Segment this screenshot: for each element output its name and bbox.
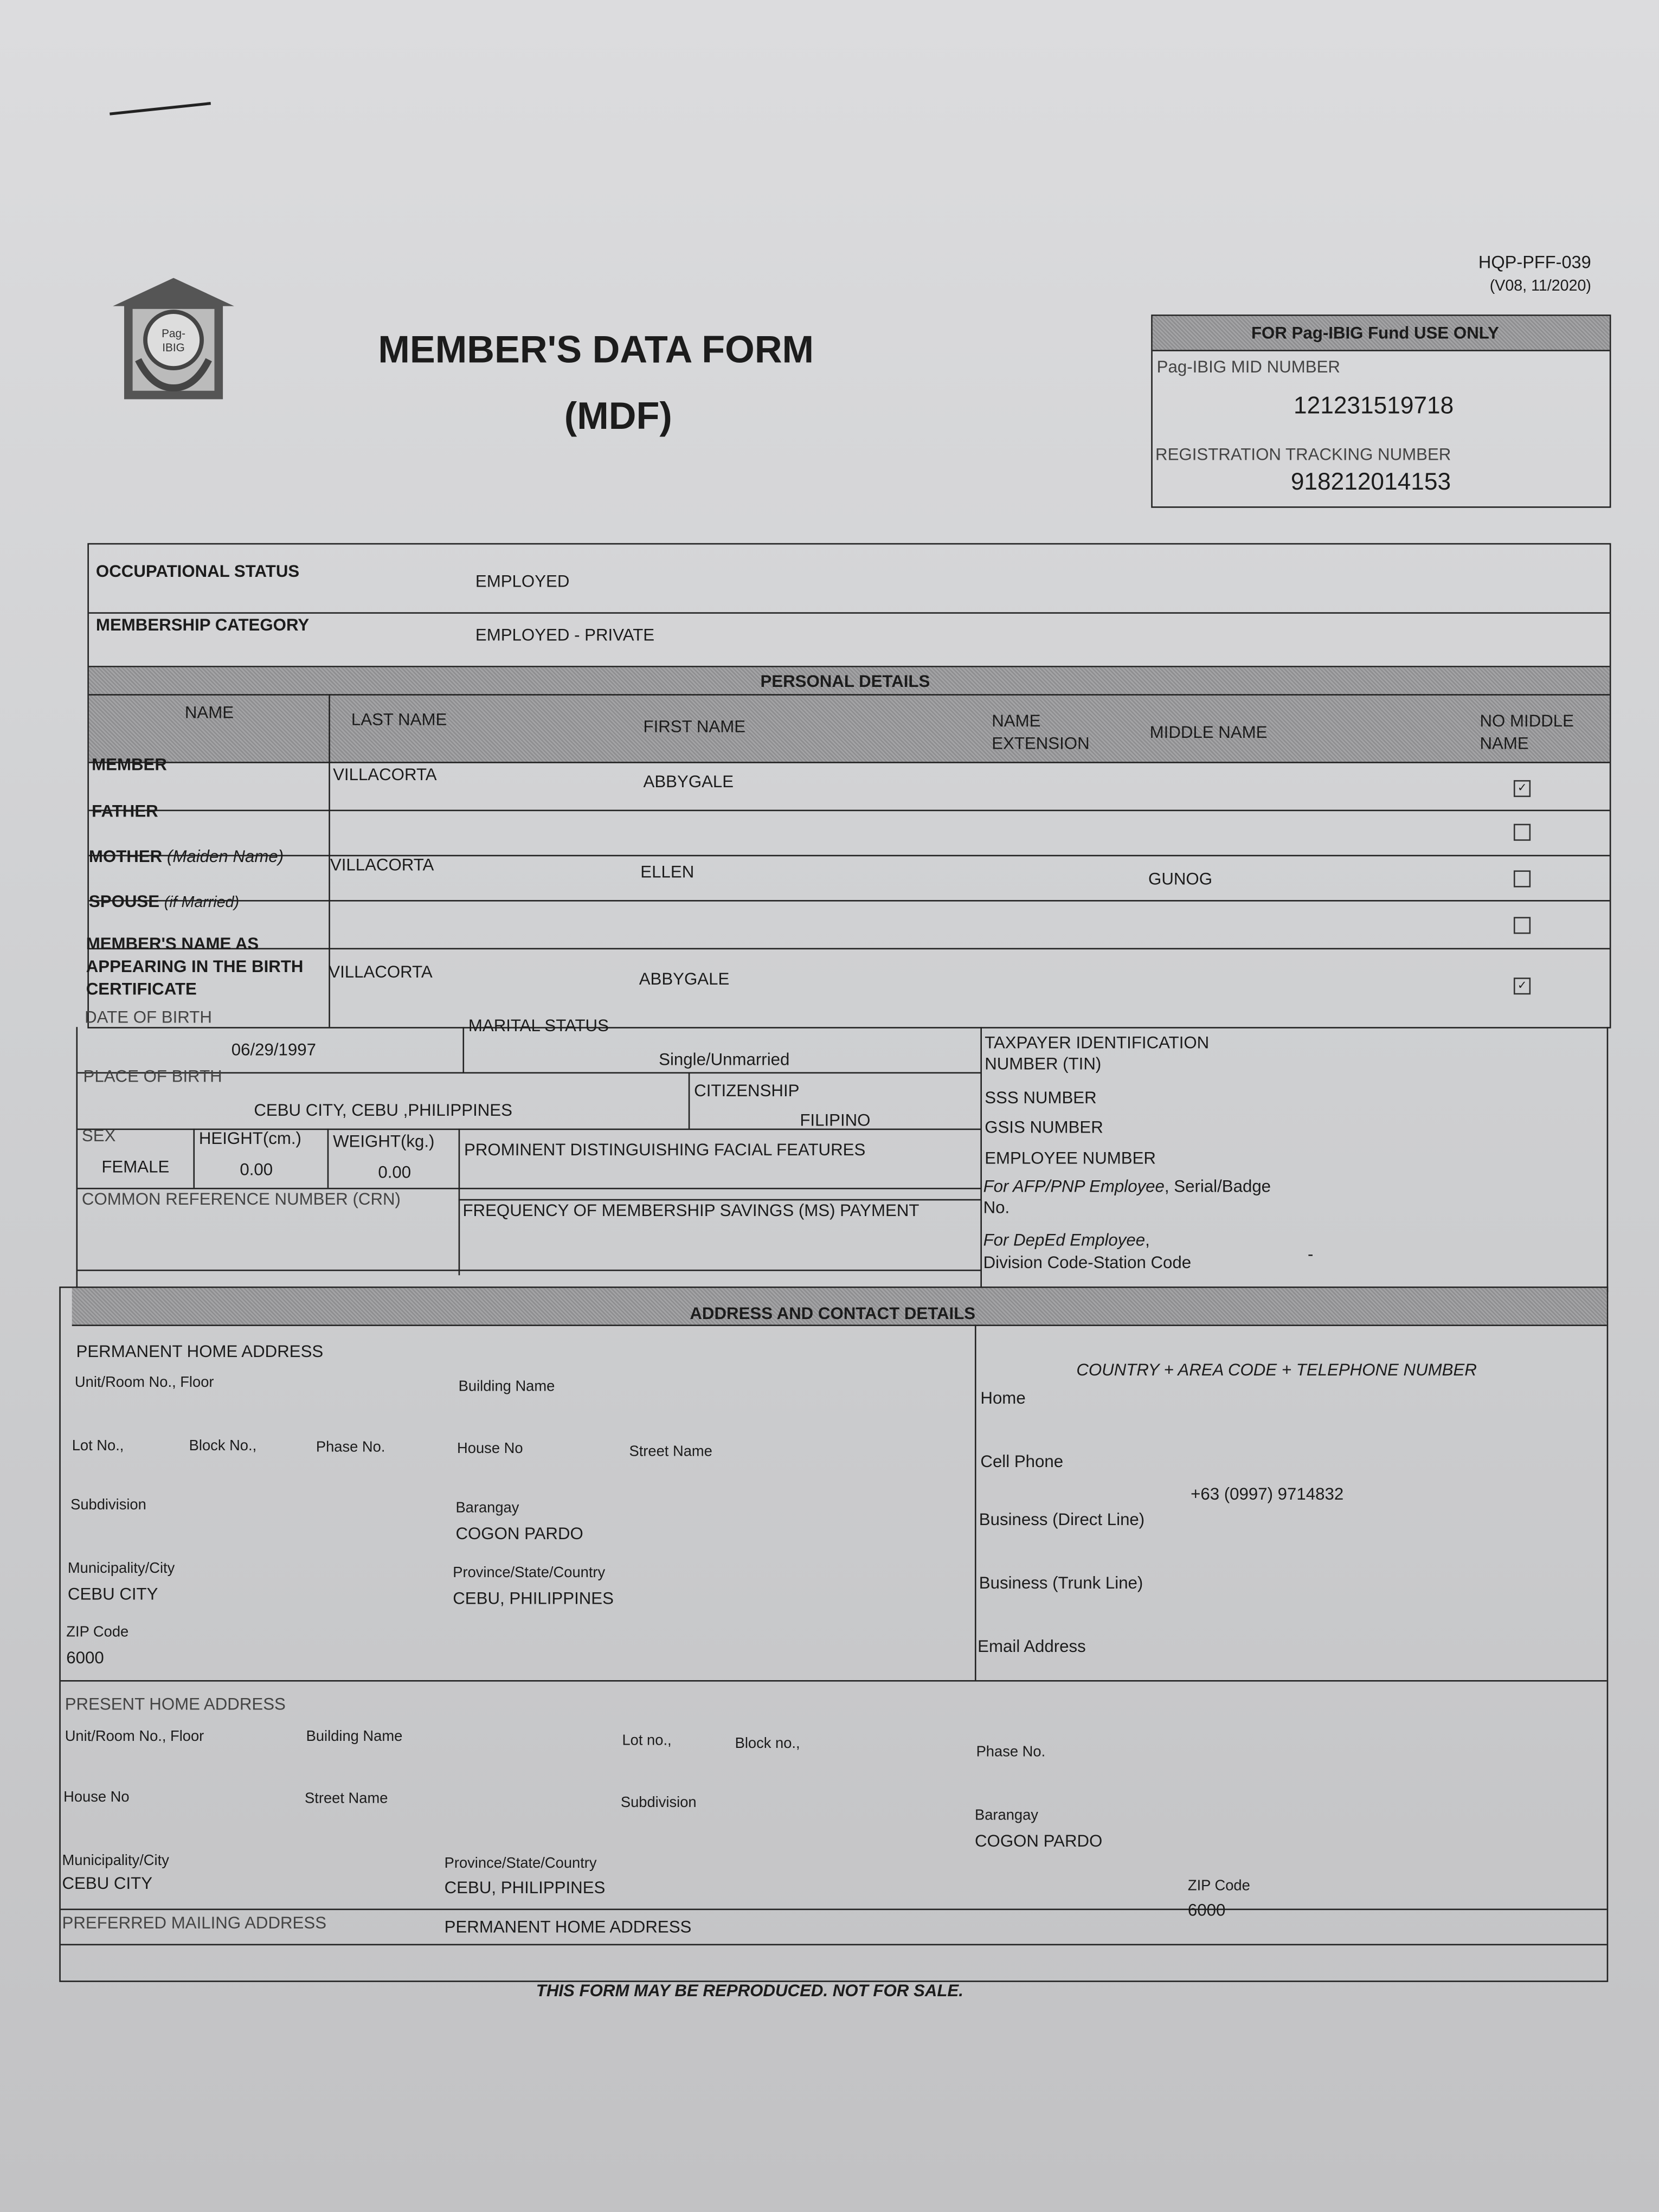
height-value: 0.00: [240, 1159, 273, 1180]
afp-italic: For AFP/PNP Employee: [983, 1176, 1165, 1197]
cell-phone-value: +63 (0997) 9714832: [1191, 1484, 1344, 1504]
footer-note: THIS FORM MAY BE REPRODUCED. NOT FOR SALE.: [536, 1980, 963, 2001]
gsis-label: GSIS NUMBER: [985, 1117, 1103, 1137]
present-street-label: Street Name: [305, 1790, 388, 1808]
present-building-label: Building Name: [306, 1728, 403, 1745]
pen-mark: [110, 102, 212, 126]
crn-label: COMMON REFERENCE NUMBER (CRN): [81, 1189, 401, 1209]
last-name: VILLACORTA: [329, 962, 433, 982]
employee-number-label: EMPLOYEE NUMBER: [985, 1148, 1156, 1168]
row-label-text: SPOUSE: [88, 891, 160, 911]
phase-label: Phase No.: [316, 1439, 385, 1456]
sex-value: FEMALE: [101, 1156, 170, 1177]
no-middle-checkbox[interactable]: [1514, 824, 1531, 841]
dob-value: 06/29/1997: [231, 1039, 317, 1060]
form-title-abbr: (MDF): [564, 395, 672, 438]
block-label: Block No.,: [189, 1437, 257, 1455]
city-value: CEBU CITY: [67, 1584, 158, 1604]
afp-rest: , Serial/Badge: [1164, 1176, 1271, 1197]
row-label-1: MEMBER'S NAME AS: [86, 934, 259, 954]
present-phase-label: Phase No.: [976, 1744, 1046, 1761]
last-name: VILLACORTA: [333, 764, 437, 785]
facial-features-label: PROMINENT DISTINGUISHING FACIAL FEATURES: [464, 1140, 866, 1160]
row-label: [89, 846, 284, 866]
afp-no-label: No.: [983, 1198, 1010, 1218]
col-middle-name: MIDDLE NAME: [1149, 722, 1268, 742]
rtn-label: REGISTRATION TRACKING NUMBER: [1155, 444, 1451, 465]
present-city-label: Municipality/City: [62, 1852, 169, 1869]
pagibig-logo: [110, 275, 237, 404]
col-no-middle-2: NAME: [1480, 734, 1529, 754]
membership-category-label: MEMBERSHIP CATEGORY: [95, 615, 310, 635]
business-direct-label: Business (Direct Line): [979, 1509, 1145, 1529]
row-label: FATHER: [92, 801, 158, 821]
svg-text:IBIG: IBIG: [162, 341, 185, 354]
mailing-address-label: PREFERRED MAILING ADDRESS: [62, 1913, 327, 1933]
email-label: Email Address: [978, 1636, 1086, 1656]
row-label-text: MOTHER: [88, 846, 163, 866]
first-name: ELLEN: [640, 861, 695, 882]
col-no-middle-1: NO MIDDLE: [1480, 711, 1574, 731]
present-lot-label: Lot no.,: [622, 1732, 672, 1750]
sss-label: SSS NUMBER: [985, 1088, 1097, 1108]
row-label-note: (if Married): [164, 894, 240, 911]
present-unit-label: Unit/Room No., Floor: [65, 1728, 204, 1745]
tin-label-2: NUMBER (TIN): [985, 1053, 1102, 1074]
present-barangay-value: COGON PARDO: [974, 1831, 1103, 1851]
province-value: CEBU, PHILIPPINES: [453, 1588, 614, 1609]
business-trunk-label: Business (Trunk Line): [979, 1573, 1143, 1593]
office-use-box: [1151, 314, 1611, 507]
form-code: HQP-PFF-039: [1478, 252, 1591, 273]
personal-details-table: [87, 543, 1611, 1028]
present-city-value: CEBU CITY: [62, 1873, 153, 1893]
other-details-table: [76, 1007, 1609, 1292]
mailing-address-value: PERMANENT HOME ADDRESS: [444, 1917, 692, 1937]
city-label: Municipality/City: [67, 1560, 175, 1578]
division-station-label: Division Code-Station Code: [983, 1252, 1192, 1273]
present-zip-label: ZIP Code: [1187, 1877, 1250, 1895]
row-label-2: APPEARING IN THE BIRTH: [86, 956, 304, 976]
citizenship-label: CITIZENSHIP: [694, 1081, 800, 1101]
svg-text:Pag-: Pag-: [162, 327, 186, 340]
ms-frequency-label: FREQUENCY OF MEMBERSHIP SAVINGS (MS) PAYMENT: [462, 1200, 919, 1220]
col-ext-1: NAME: [992, 711, 1041, 731]
barangay-value: COGON PARDO: [455, 1523, 583, 1544]
occupational-status-label: OCCUPATIONAL STATUS: [95, 561, 300, 582]
weight-value: 0.00: [378, 1162, 411, 1182]
first-name: ABBYGALE: [643, 771, 734, 792]
membership-category-value: EMPLOYED - PRIVATE: [475, 625, 655, 645]
present-province-label: Province/State/Country: [444, 1855, 597, 1872]
col-first-name: FIRST NAME: [643, 716, 746, 737]
zip-value: 6000: [66, 1648, 104, 1668]
row-label-note: (Maiden Name): [166, 846, 284, 866]
col-last-name: LAST NAME: [351, 709, 447, 730]
afp-pnp-label: [983, 1176, 1271, 1196]
phone-header: COUNTRY + AREA CODE + TELEPHONE NUMBER: [1076, 1360, 1477, 1380]
office-use-header: FOR Pag-IBIG Fund USE ONLY: [1251, 323, 1499, 343]
row-label: [89, 891, 239, 911]
subdivision-label: Subdivision: [70, 1496, 146, 1514]
province-label: Province/State/Country: [453, 1564, 606, 1581]
present-address-label: PRESENT HOME ADDRESS: [65, 1694, 286, 1714]
no-middle-checkbox[interactable]: [1514, 917, 1531, 934]
mid-value: 121231519718: [1294, 392, 1454, 419]
cell-phone-label: Cell Phone: [980, 1451, 1064, 1471]
first-name: ABBYGALE: [639, 969, 730, 989]
present-province-value: CEBU, PHILIPPINES: [444, 1877, 606, 1898]
lot-label: Lot No.,: [72, 1437, 124, 1455]
dob-label: DATE OF BIRTH: [85, 1007, 212, 1027]
present-zip-value: 6000: [1187, 1900, 1226, 1920]
no-middle-checkbox-checked[interactable]: ✓: [1514, 978, 1531, 994]
tin-label-1: TAXPAYER IDENTIFICATION: [985, 1032, 1210, 1053]
house-label: House No: [457, 1440, 523, 1457]
rtn-value: 918212014153: [1290, 468, 1451, 496]
street-label: Street Name: [629, 1443, 712, 1461]
no-middle-checkbox-checked[interactable]: ✓: [1514, 780, 1531, 797]
sex-label: SEX: [81, 1126, 116, 1146]
personal-details-header: PERSONAL DETAILS: [760, 671, 930, 691]
deped-comma: ,: [1145, 1230, 1150, 1250]
building-label: Building Name: [458, 1378, 555, 1396]
citizenship-value: FILIPINO: [800, 1110, 871, 1130]
place-of-birth-label: PLACE OF BIRTH: [83, 1066, 222, 1086]
mid-label: Pag-IBIG MID NUMBER: [1156, 357, 1340, 377]
present-barangay-label: Barangay: [974, 1807, 1038, 1824]
address-header: ADDRESS AND CONTACT DETAILS: [690, 1303, 976, 1323]
deped-label: [983, 1230, 1150, 1250]
height-label: HEIGHT(cm.): [198, 1128, 301, 1149]
present-block-label: Block no.,: [735, 1735, 800, 1752]
marital-status-label: MARITAL STATUS: [468, 1015, 609, 1036]
row-label-3: CERTIFICATE: [86, 979, 197, 999]
last-name: VILLACORTA: [330, 854, 434, 875]
place-of-birth-value: CEBU CITY, CEBU ,PHILIPPINES: [254, 1100, 512, 1120]
middle-name: GUNOG: [1148, 869, 1213, 889]
present-house-label: House No: [63, 1789, 130, 1806]
marital-status-value: Single/Unmarried: [659, 1049, 790, 1070]
present-subdivision-label: Subdivision: [620, 1794, 697, 1811]
address-contact-table: [59, 1287, 1608, 1982]
division-station-value: -: [1308, 1244, 1314, 1264]
form-title: MEMBER'S DATA FORM: [378, 329, 814, 371]
deped-italic: For DepEd Employee: [983, 1230, 1146, 1250]
occupational-status-value: EMPLOYED: [475, 571, 570, 591]
zip-label: ZIP Code: [66, 1623, 129, 1641]
no-middle-checkbox[interactable]: [1514, 870, 1531, 887]
barangay-label: Barangay: [455, 1499, 519, 1517]
form-version: (V08, 11/2020): [1489, 278, 1591, 295]
col-name: NAME: [184, 702, 234, 723]
row-label: MEMBER: [92, 755, 167, 775]
permanent-address-label: PERMANENT HOME ADDRESS: [76, 1341, 324, 1361]
home-phone-label: Home: [980, 1388, 1026, 1408]
weight-label: WEIGHT(kg.): [333, 1131, 435, 1152]
unit-label: Unit/Room No., Floor: [74, 1374, 214, 1391]
col-ext-2: EXTENSION: [992, 734, 1090, 754]
